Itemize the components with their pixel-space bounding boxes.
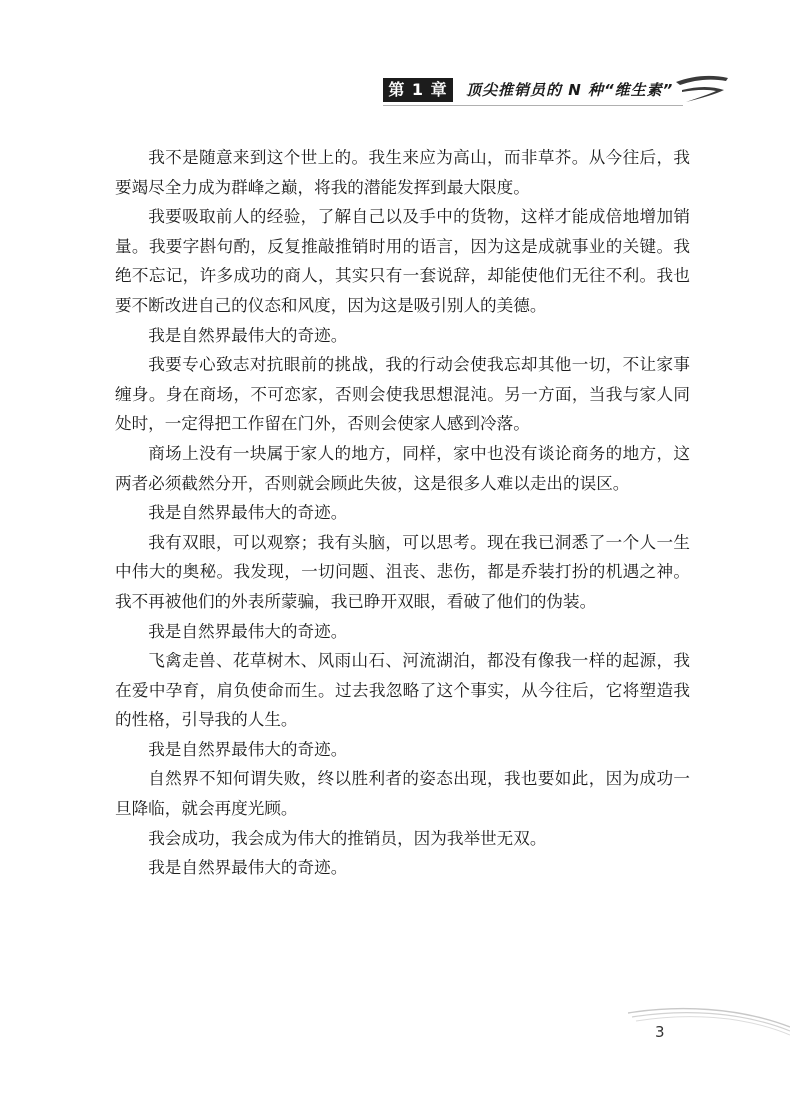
refrain-paragraph: 我是自然界最伟大的奇迹。 (148, 503, 348, 523)
body-text (115, 143, 690, 883)
refrain-paragraph: 我是自然界最伟大的奇迹。 (148, 621, 348, 641)
swoosh-decoration-icon (672, 70, 732, 110)
refrain-paragraph: 我是自然界最伟大的奇迹。 (148, 858, 348, 878)
paragraph: 商场上没有一块属于家人的地方，同样，家中也没有谈论商务的地方，这两者必须截然分开，否则就会顾此失彼，这是很多人难以走出的误区。 (115, 443, 690, 493)
chapter-title: 顶尖推销员的 N 种“维生素” (466, 81, 674, 99)
header-rule (383, 105, 683, 106)
paragraph: 我要专心致志对抗眼前的挑战，我的行动会使我忘却其他一切，不让家事缠身。身在商场，不可恋家，否则会使我思想混沌。另一方面，当我与家人同处时，一定得把工作留在门外，否则会使家人感到冷落。 (115, 355, 690, 434)
chapter-badge: 第 1 章 (383, 78, 453, 102)
page-number: 3 (655, 1023, 665, 1041)
paragraph: 我要吸取前人的经验，了解自己以及手中的货物，这样才能成倍地增加销量。我要字斟句酌，反复推敲推销时用的语言，因为这是成就事业的关键。我绝不忘记，许多成功的商人，其实只有一套说辞，却能使他们无往不利。我也要不断改进自己的仪态和风度，因为这是吸引别人的美德。 (115, 207, 690, 315)
paragraph: 自然界不知何谓失败，终以胜利者的姿态出现，我也要如此，因为成功一旦降临，就会再度光顾。 (115, 769, 690, 819)
paragraph: 我会成功，我会成为伟大的推销员，因为我举世无双。 (148, 828, 547, 848)
paragraph: 我不是随意来到这个世上的。我生来应为高山，而非草芥。从今往后，我要竭尽全力成为群峰之巅，将我的潜能发挥到最大限度。 (115, 148, 690, 197)
paragraph: 飞禽走兽、花草树木、风雨山石、河流湖泊，都没有像我一样的起源，我在爱中孕育，肩负使命而生。过去我忽略了这个事实，从今往后，它将塑造我的性格，引导我的人生。 (115, 651, 690, 730)
paragraph: 我有双眼，可以观察；我有头脑，可以思考。现在我已洞悉了一个人一生中伟大的奥秘。我发现，一切问题、沮丧、悲伤，都是乔装打扮的机遇之神。我不再被他们的外表所蒙骗，我已睁开双眼，看破了他们的伪装。 (115, 532, 690, 611)
refrain-paragraph: 我是自然界最伟大的奇迹。 (148, 325, 348, 345)
refrain-paragraph: 我是自然界最伟大的奇迹。 (148, 739, 348, 759)
book-pages-icon (628, 1003, 790, 1037)
page-header (0, 0, 790, 110)
